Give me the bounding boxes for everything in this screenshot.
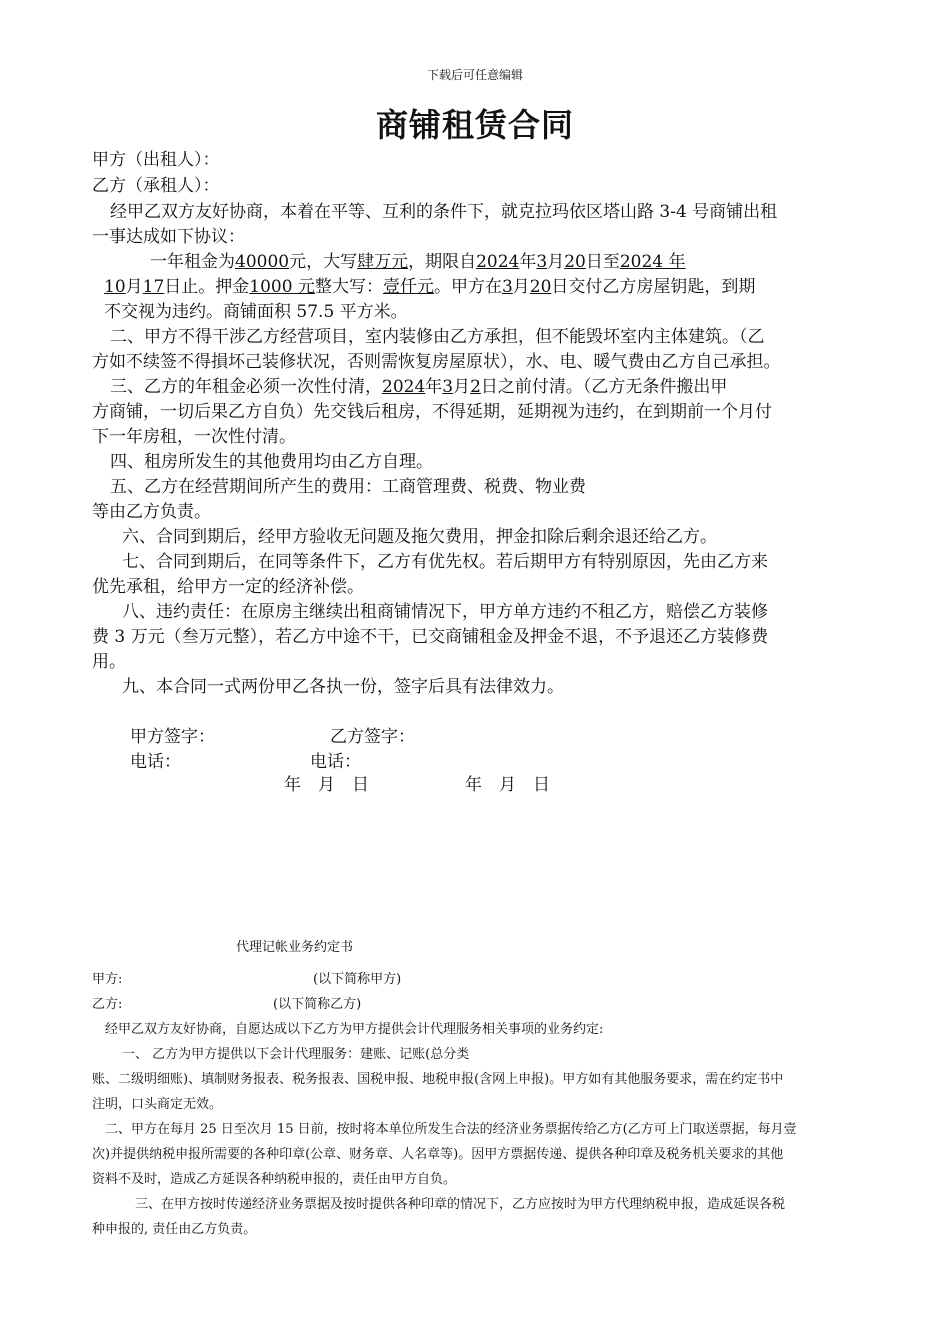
key-month: 3	[501, 277, 513, 297]
clause-5-line-2: 等由乙方负责。	[92, 502, 211, 522]
party-b-line: 乙方（承租人）：	[92, 176, 220, 196]
party-a-line: 甲方（出租人）：	[92, 150, 220, 170]
clause-1-line-1	[150, 250, 686, 276]
clause-text: 月	[547, 252, 565, 272]
key-day: 20	[529, 277, 552, 297]
agreement-party-b: 乙方:	[92, 997, 123, 1012]
agreement-party-b-note: (以下简称乙方)	[273, 997, 362, 1012]
contract-title: 商铺租赁合同	[375, 106, 574, 144]
clause-3-line-3: 下一年房租，一次性付清。	[92, 427, 296, 447]
phone-a-label: 电话：	[130, 752, 181, 772]
agreement-title: 代理记帐业务约定书	[236, 940, 354, 955]
agreement-p2-line-3: 资料不及时，造成乙方延误各种纳税申报的，责任由甲方自负。	[92, 1172, 457, 1187]
clause-3-line-1	[110, 375, 727, 401]
end-month: 10	[104, 277, 126, 297]
phone-b-label: 电话：	[310, 752, 361, 772]
clause-text: 日之前付清。（乙方无条件搬出甲	[480, 377, 728, 397]
clause-9: 九、本合同一式两份甲乙各执一份，签字后具有法律效力。	[122, 677, 564, 697]
agreement-p2-line-1: 二、甲方在每月 25 日至次月 15 日前，按时将本单位所发生合法的经济业务票据传给乙方(乙方可上门取送票据，每月壹	[105, 1122, 797, 1137]
clause-1-line-2	[104, 275, 755, 301]
agreement-p3-line-2: 种申报的, 责任由乙方负责。	[92, 1222, 257, 1237]
pay-day: 2	[470, 377, 481, 397]
clause-text: 月	[125, 277, 143, 297]
agreement-p1-line-1: 一、 乙方为甲方提供以下会计代理服务：建账、记账(总分类	[122, 1047, 470, 1062]
clause-text: 月	[512, 277, 530, 297]
clause-text: 年	[425, 377, 443, 397]
intro-line-1: 经甲乙双方友好协商，本着在平等、互利的条件下，就克拉玛依区塔山路 3-4 号商铺出租	[110, 202, 778, 222]
end-year: 2024 年	[619, 252, 686, 272]
agreement-p3-line-1: 三、在甲方按时传递经济业务票据及按时提供各种印章的情况下，乙方应按时为甲方代理纳税申报，造成延误各税	[135, 1197, 786, 1212]
clause-text: 。甲方在	[433, 277, 502, 297]
deposit: 1000 元	[249, 277, 315, 297]
clause-text: 一年租金为	[150, 252, 235, 272]
clause-text: 日止。押金	[164, 277, 250, 297]
agreement-intro: 经甲乙双方友好协商，自愿达成以下乙方为甲方提供会计代理服务相关事项的业务约定:	[105, 1022, 604, 1037]
clause-8-line-3: 用。	[92, 652, 126, 672]
date-b: 年 月 日	[465, 775, 550, 795]
start-day: 20	[564, 252, 586, 272]
clause-text: 年	[519, 252, 537, 272]
clause-3-line-2: 方商铺，一切后果乙方自负）先交钱后租房，不得延期，延期视为违约，在到期前一个月付	[92, 402, 772, 422]
clause-1-line-3: 不交视为违约。商铺面积 57.5 平方米。	[104, 302, 408, 322]
deposit-upper: 壹仟元	[382, 277, 434, 297]
signature-a-label: 甲方签字：	[130, 727, 215, 747]
clause-text: 整大写：	[314, 277, 383, 297]
agreement-party-a: 甲方:	[92, 972, 123, 987]
clause-2-line-2: 方如不续签不得損坏己装修状况，否则需恢复房屋原状），水、电、暖气费由乙方自己承担。	[92, 352, 781, 372]
rent-amount: 40000	[235, 252, 290, 272]
clause-5-line-1: 五、乙方在经营期间所产生的费用：工商管理费、税费、物业费	[110, 477, 586, 497]
pay-year: 2024	[382, 377, 426, 397]
clause-text: 月	[453, 377, 471, 397]
clause-6: 六、合同到期后，经甲方验收无问题及拖欠费用，押金扣除后剩余退还给乙方。	[122, 527, 717, 547]
clause-8-line-2: 费 3 万元（叁万元整），若乙方中途不干，已交商铺租金及押金不退，不予退还乙方装修费	[92, 627, 769, 647]
intro-line-2: 一事达成如下协议：	[92, 227, 245, 247]
clause-7-line-2: 优先承租，给甲方一定的经济补偿。	[92, 577, 364, 597]
clause-4: 四、租房所发生的其他费用均由乙方自理。	[110, 452, 433, 472]
rent-upper: 肆万元	[357, 252, 409, 272]
start-year: 2024	[476, 252, 520, 272]
end-day: 17	[142, 277, 165, 297]
pay-month: 3	[442, 377, 454, 397]
clause-text: ，期限自	[408, 252, 477, 272]
date-a: 年 月 日	[284, 775, 369, 795]
agreement-p1-line-3: 注明，口头商定无效。	[92, 1097, 223, 1112]
clause-8-line-1: 八、违约责任：在原房主继续出租商铺情况下，甲方单方违约不租乙方，赔偿乙方装修	[122, 602, 768, 622]
start-month: 3	[536, 252, 548, 272]
clause-text: 日交付乙方房屋钥匙，到期	[551, 277, 756, 297]
clause-text: 元，大写	[289, 252, 358, 272]
clause-7-line-1: 七、合同到期后，在同等条件下，乙方有优先权。若后期甲方有特别原因，先由乙方来	[122, 552, 768, 572]
header-note: 下载后可任意编辑	[426, 68, 523, 82]
clause-2-line-1: 二、甲方不得干涉乙方经营项目，室内装修由乙方承担，但不能毁坏室内主体建筑。（乙	[110, 327, 765, 347]
clause-text: 三、乙方的年租金必须一次性付清，	[110, 377, 382, 397]
clause-text: 日至	[585, 252, 620, 272]
agreement-p2-line-2: 次)并提供纳税申报所需要的各种印章(公章、财务章、人名章等)。因甲方票据传递、提供各种印章及税务机关要求的其他	[92, 1147, 784, 1162]
signature-b-label: 乙方签字：	[330, 727, 415, 747]
agreement-p1-line-2: 账、二级明细账)、填制财务报表、税务报表、国税申报、地税申报(含网上申报)。甲方如有其他服务要求，需在约定书中	[92, 1072, 784, 1087]
agreement-party-a-note: (以下简称甲方)	[313, 972, 402, 987]
